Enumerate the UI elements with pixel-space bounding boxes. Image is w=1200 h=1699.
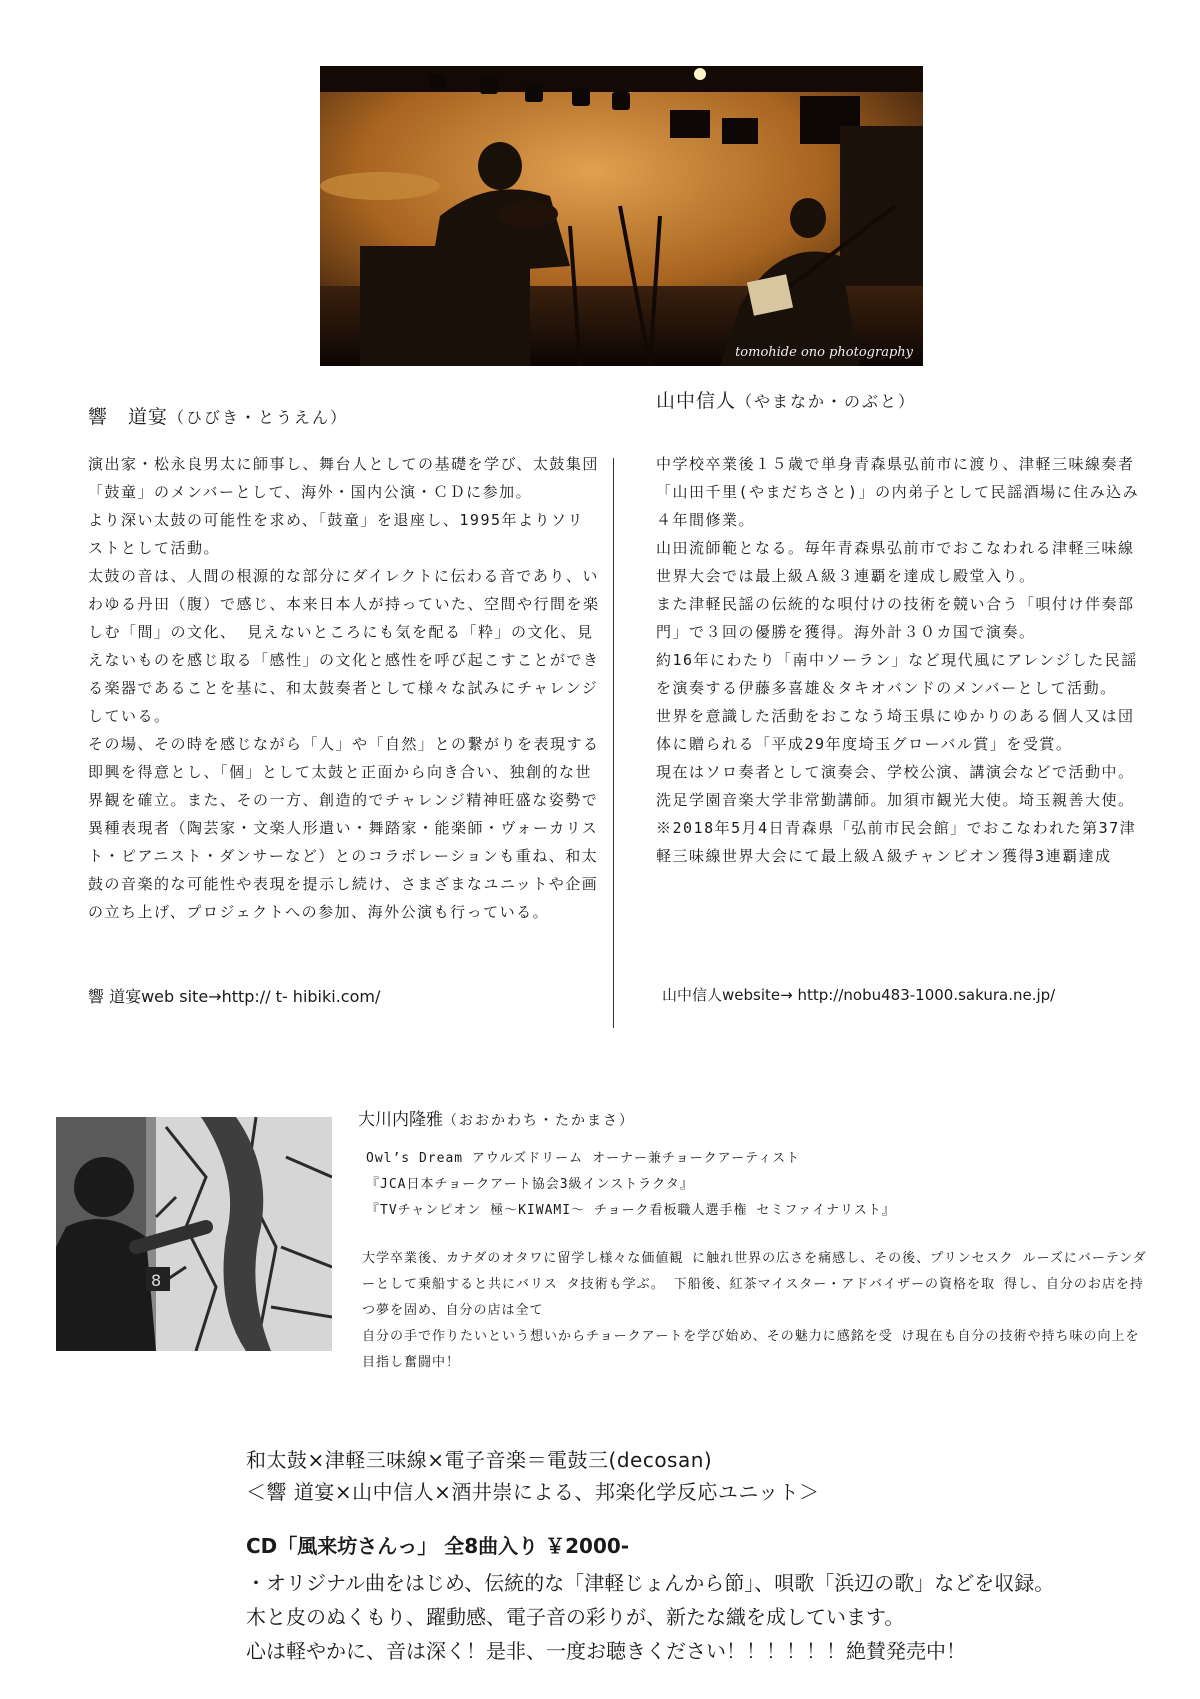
promo-line: 木と皮のぬくもり、躍動感、電子音の彩りが、新たな織を成しています。	[246, 1605, 905, 1629]
unit-description: 和太鼓×津軽三味線×電子音楽＝電鼓三(decosan)	[246, 1448, 713, 1472]
cd-title: CD「風来坊さんっ」 全8曲入り ￥2000-	[246, 1534, 630, 1558]
chalk-art-photo	[56, 1117, 332, 1351]
okawachi-bio-paragraph: 自分の手で作りたいという想いからチョークアートを学び始め、その魅力に感銘を受 け現在も自分の技術や持ち味の向上を目指し奮闘中！	[362, 1329, 1140, 1370]
yamanaka-heading	[656, 386, 916, 413]
yamanaka-bio-paragraph: 山田流師範となる。毎年青森県弘前市でおこなわれる津軽三味線世界大会では最上級Ａ級３連覇を達成し殿堂入り。	[656, 539, 1135, 585]
yamanaka-name: 山中信人	[656, 390, 737, 412]
hibiki-bio	[88, 450, 600, 926]
promo-line: 心は軽やかに、音は深く！是非、一度お聴きください！！！！！！絶賛発売中！	[246, 1639, 966, 1663]
yamanaka-bio-paragraph: ※2018年5月4日青森県「弘前市民会館」でおこなわれた第37津軽三味線世界大会にて最上級Ａ級チャンピオン獲得3連覇達成	[656, 819, 1137, 865]
okawachi-titles	[366, 1146, 1146, 1224]
photo-credit: tomohide ono photography	[735, 345, 913, 360]
hibiki-kana: （ひびき・とうえん）	[168, 408, 349, 427]
okawachi-name: 大川内隆雅	[358, 1110, 443, 1130]
okawachi-title-line: Owl’s Dream アウルズドリーム オーナー兼チョークアーティスト	[366, 1151, 801, 1166]
okawachi-title-line: 『TVチャンピオン 極～KIWAMI～ チョーク看板職人選手権 セミファイナリスト』	[366, 1203, 896, 1218]
chalk-art-photo-image	[56, 1117, 332, 1351]
hibiki-bio-paragraph: 演出家・松永良男太に師事し、舞台人としての基礎を学び、太鼓集団「鼓童」のメンバーとして、海外・国内公演・ＣＤに参加。	[88, 455, 599, 501]
promo-line: ・オリジナル曲をはじめ、伝統的な「津軽じょんから節」、唄歌「浜辺の歌」などを収録。	[246, 1571, 1055, 1595]
yamanaka-bio-paragraph: 現在はソロ奏者として演奏会、学校公演、講演会などで活動中。洗足学園音楽大学非常勤講師。加須市観光大使。埼玉親善大使。	[656, 763, 1135, 809]
yamanaka-bio-paragraph: 中学校卒業後１５歳で単身青森県弘前市に渡り、津軽三味線奏者「山田千里(やまだちさと)」の内弟子として民謡酒場に住み込み４年間修業。	[656, 455, 1140, 529]
svg-text:8: 8	[151, 1271, 162, 1290]
yamanaka-bio-paragraph: 約16年にわたり「南中ソーラン」など現代風にアレンジした民謡を演奏する伊藤多喜雄＆タキオバンドのメンバーとして活動。	[656, 651, 1138, 697]
hibiki-name: 響 道宴	[88, 406, 169, 428]
okawachi-kana: （おおかわち・たかまさ）	[443, 1113, 635, 1129]
stage-photo-image	[320, 66, 923, 366]
yamanaka-kana: （やまなか・のぶと）	[736, 392, 917, 411]
hibiki-bio-paragraph: その場、その時を感じながら「人」や「自然」との繋がりを表現する即興を得意とし、「個」として太鼓と正面から向き合い、独創的な世界観を確立。また、その一方、創造的でチャレンジ精神旺盛な姿勢で 異種表現者（陶芸家・文楽人形遣い・舞踏家・能楽師・ヴォーカリスト・ピアニスト・ダンサーなど）とのコラボレーションも重ね、和太鼓の音楽的な可能性や表現を提示し続け、さまざまなユニットや企画の立ち上げ、プロジェクトへの参加、海外公演も行っている。	[88, 735, 600, 921]
yamanaka-bio-paragraph: 世界を意識した活動をおこなう埼玉県にゆかりのある個人又は団体に贈られる「平成29年度埼玉グローバル賞」を受賞。	[656, 707, 1135, 753]
yamanaka-bio	[656, 450, 1140, 870]
yamanaka-bio-paragraph: また津軽民謡の伝統的な唄付けの技術を競い合う「唄付け伴奏部門」で３回の優勝を獲得。海外計３０カ国で演奏。	[656, 595, 1135, 641]
promo-lines	[246, 1566, 1166, 1668]
okawachi-title-line: 『JCA日本チョークアート協会3級インストラクタ』	[366, 1177, 694, 1192]
hibiki-website-link[interactable]: 響 道宴web site→http:// t- hibiki.com/	[88, 987, 381, 1006]
hibiki-bio-paragraph: 太鼓の音は、人間の根源的な部分にダイレクトに伝わる音であり、いわゆる丹田（腹）で感じ、本来日本人が持っていた、空間や行間を楽しむ「間」の文化、 見えないところにも気を配る「粋」の文化、見えないものを感じ取る「感性」の文化と感性を呼び起こすことができる楽器であることを基に、和太鼓奏者として様々な試みにチャレンジしている。	[88, 567, 600, 725]
okawachi-heading	[358, 1105, 635, 1130]
yamanaka-website-link[interactable]: 山中信人website→ http://nobu483-1000.sakura.ne.jp/	[662, 986, 1056, 1004]
okawachi-bio	[362, 1246, 1152, 1376]
unit-members: ＜響 道宴×山中信人×酒井崇による、邦楽化学反応ユニット＞	[246, 1480, 820, 1504]
okawachi-bio-paragraph: 大学卒業後、カナダのオタワに留学し様々な価値観 に触れ世界の広さを痛感し、その後、プリンセスク ルーズにバーテンダーとして乗船すると共にバリス タ技術も学ぶ。 下船後、紅茶マイスター・アドバイザーの資格を取 得し、自分のお店を持つ夢を固め、自分の店は全て	[362, 1251, 1147, 1318]
hibiki-bio-paragraph: より深い太鼓の可能性を求め、「鼓童」を退座し、1995年よりソリストとして活動。	[88, 511, 585, 557]
stage-photo	[320, 66, 923, 366]
hibiki-heading	[88, 402, 348, 429]
column-divider	[613, 458, 614, 1028]
